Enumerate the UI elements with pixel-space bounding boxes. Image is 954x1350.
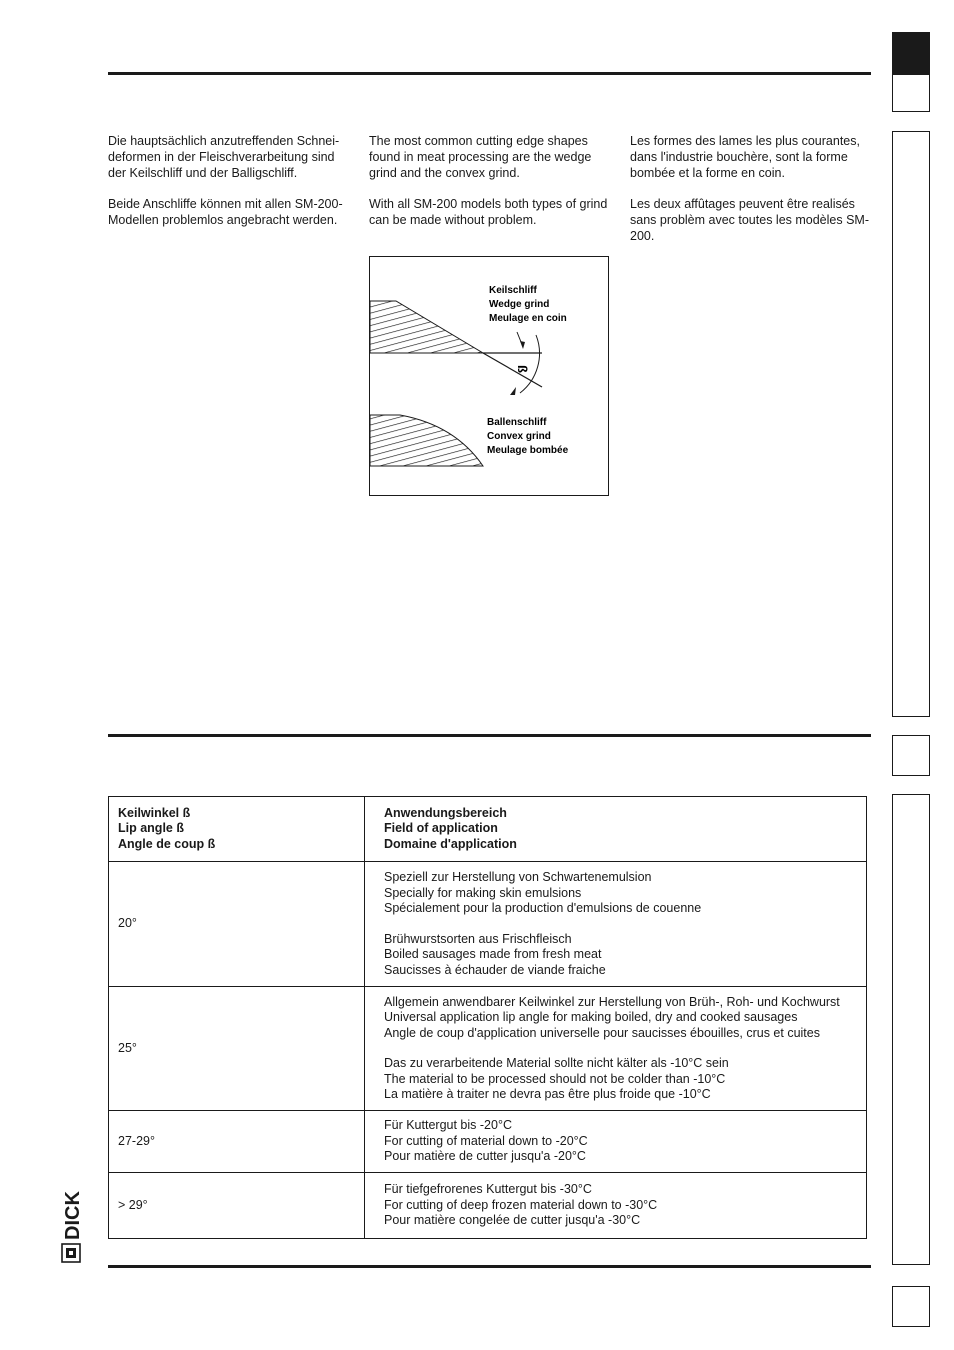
header-cell-application xyxy=(365,797,867,862)
bottom-rule xyxy=(108,1265,871,1268)
cell-text: Specially for making skin emulsions xyxy=(384,885,582,900)
cell-text: The material to be processed should not be colder than -10°C xyxy=(384,1071,726,1086)
grind-diagram xyxy=(369,256,609,496)
cell-text: Speziell zur Herstellung von Schwartenemulsion xyxy=(384,870,652,884)
cell-text: Pour matière de cutter jusqu'a -20°C xyxy=(384,1149,586,1164)
section-tab[interactable] xyxy=(892,131,930,717)
section-tab[interactable] xyxy=(892,794,930,1265)
french-column xyxy=(630,133,872,259)
wedge-label-de: Keilschliff xyxy=(489,285,537,296)
paragraph: Les formes des lames les plus courantes, dans l'industrie bouchère, sont la forme bombée et la forme en coin. xyxy=(630,134,860,180)
section-tab-active[interactable] xyxy=(892,32,930,112)
lip-angle-table xyxy=(108,796,867,1239)
header-text: Anwendungsbereich xyxy=(384,805,507,820)
header-text: Angle de coup ß xyxy=(118,836,216,851)
convex-label-fr: Meulage bombée xyxy=(487,445,569,456)
dick-logo xyxy=(60,1188,84,1264)
convex-label-de: Ballenschliff xyxy=(487,417,547,428)
application-cell xyxy=(365,862,867,987)
wedge-label-en: Wedge grind xyxy=(489,299,550,310)
application-cell xyxy=(365,1111,867,1173)
header-text: Field of application xyxy=(384,821,498,836)
angle-symbol: ß xyxy=(515,365,530,373)
cell-text: Spécialement pour la production d'emulsions de couenne xyxy=(384,901,702,915)
german-column xyxy=(108,133,350,243)
cell-text: Für Kuttergut bis -20°C xyxy=(384,1118,512,1133)
arrow-up xyxy=(510,387,516,395)
paragraph: Les deux affûtages peuvent être realisés sans problèm avec toutes les modèles SM-200. xyxy=(630,197,869,243)
english-column xyxy=(369,133,611,243)
convex-blade-shape xyxy=(370,415,483,466)
cell-text: For cutting of deep frozen material down to -30°C xyxy=(384,1197,658,1212)
cell-text: Angle de coup d'application universelle pour saucisses ébouilles, crus et cuites xyxy=(384,1025,820,1040)
paragraph: Die hauptsächlich anzutreffenden Schnei-deformen in der Fleischverarbeitung sind der Keilschliff und der Balligschliff. xyxy=(108,134,340,180)
cell-text: Boiled sausages made from fresh meat xyxy=(384,947,602,961)
cell-text: Saucisses à échauder de viande fraiche xyxy=(384,962,606,977)
cell-text: Das zu verarbeitende Material sollte nicht kälter als -10°C sein xyxy=(384,1056,729,1070)
section-tab[interactable] xyxy=(892,735,930,776)
header-cell-angle xyxy=(109,797,365,862)
header-text: Lip angle ß xyxy=(118,821,184,836)
table-row xyxy=(109,987,867,1111)
header-text: Domaine d'application xyxy=(384,836,517,851)
cell-text: Pour matière congelée de cutter jusqu'a -30°C xyxy=(384,1213,641,1228)
wedge-angle-line xyxy=(483,353,542,387)
table-row xyxy=(109,1173,867,1239)
paragraph: With all SM-200 models both types of grind can be made without problem. xyxy=(369,197,608,227)
angle-cell: 25° xyxy=(109,987,365,1111)
cell-text: Brühwurstsorten aus Frischfleisch xyxy=(384,931,572,946)
angle-cell: > 29° xyxy=(109,1173,365,1239)
cell-text: Universal application lip angle for making boiled, dry and cooked sausages xyxy=(384,1010,798,1024)
application-cell xyxy=(365,1173,867,1239)
section-tab[interactable] xyxy=(892,1286,930,1327)
middle-rule xyxy=(108,734,871,737)
table-row xyxy=(109,1111,867,1173)
wedge-blade-shape xyxy=(370,301,483,353)
cell-text: La matière à traiter ne devra pas être plus froide que -10°C xyxy=(384,1087,711,1101)
cell-text: Allgemein anwendbarer Keilwinkel zur Herstellung von Brüh-, Roh- und Kochwurst xyxy=(384,994,840,1009)
top-rule xyxy=(108,72,871,75)
cell-text: For cutting of material down to -20°C xyxy=(384,1133,588,1148)
application-cell xyxy=(365,987,867,1111)
wedge-label-fr: Meulage en coin xyxy=(489,313,567,324)
angle-cell: 20° xyxy=(109,862,365,987)
logo-text: DICK xyxy=(62,1191,84,1240)
paragraph: Beide Anschliffe können mit allen SM-200-Modellen problemlos angebracht werden. xyxy=(108,197,343,227)
header-text: Keilwinkel ß xyxy=(118,805,191,820)
convex-label-en: Convex grind xyxy=(487,431,551,442)
paragraph: The most common cutting edge shapes found in meat processing are the wedge grind and the convex grind. xyxy=(369,134,592,180)
angle-cell: 27-29° xyxy=(109,1111,365,1173)
cell-text: Für tiefgefrorenes Kuttergut bis -30°C xyxy=(384,1182,592,1197)
table-header-row xyxy=(109,797,867,862)
table-row xyxy=(109,862,867,987)
